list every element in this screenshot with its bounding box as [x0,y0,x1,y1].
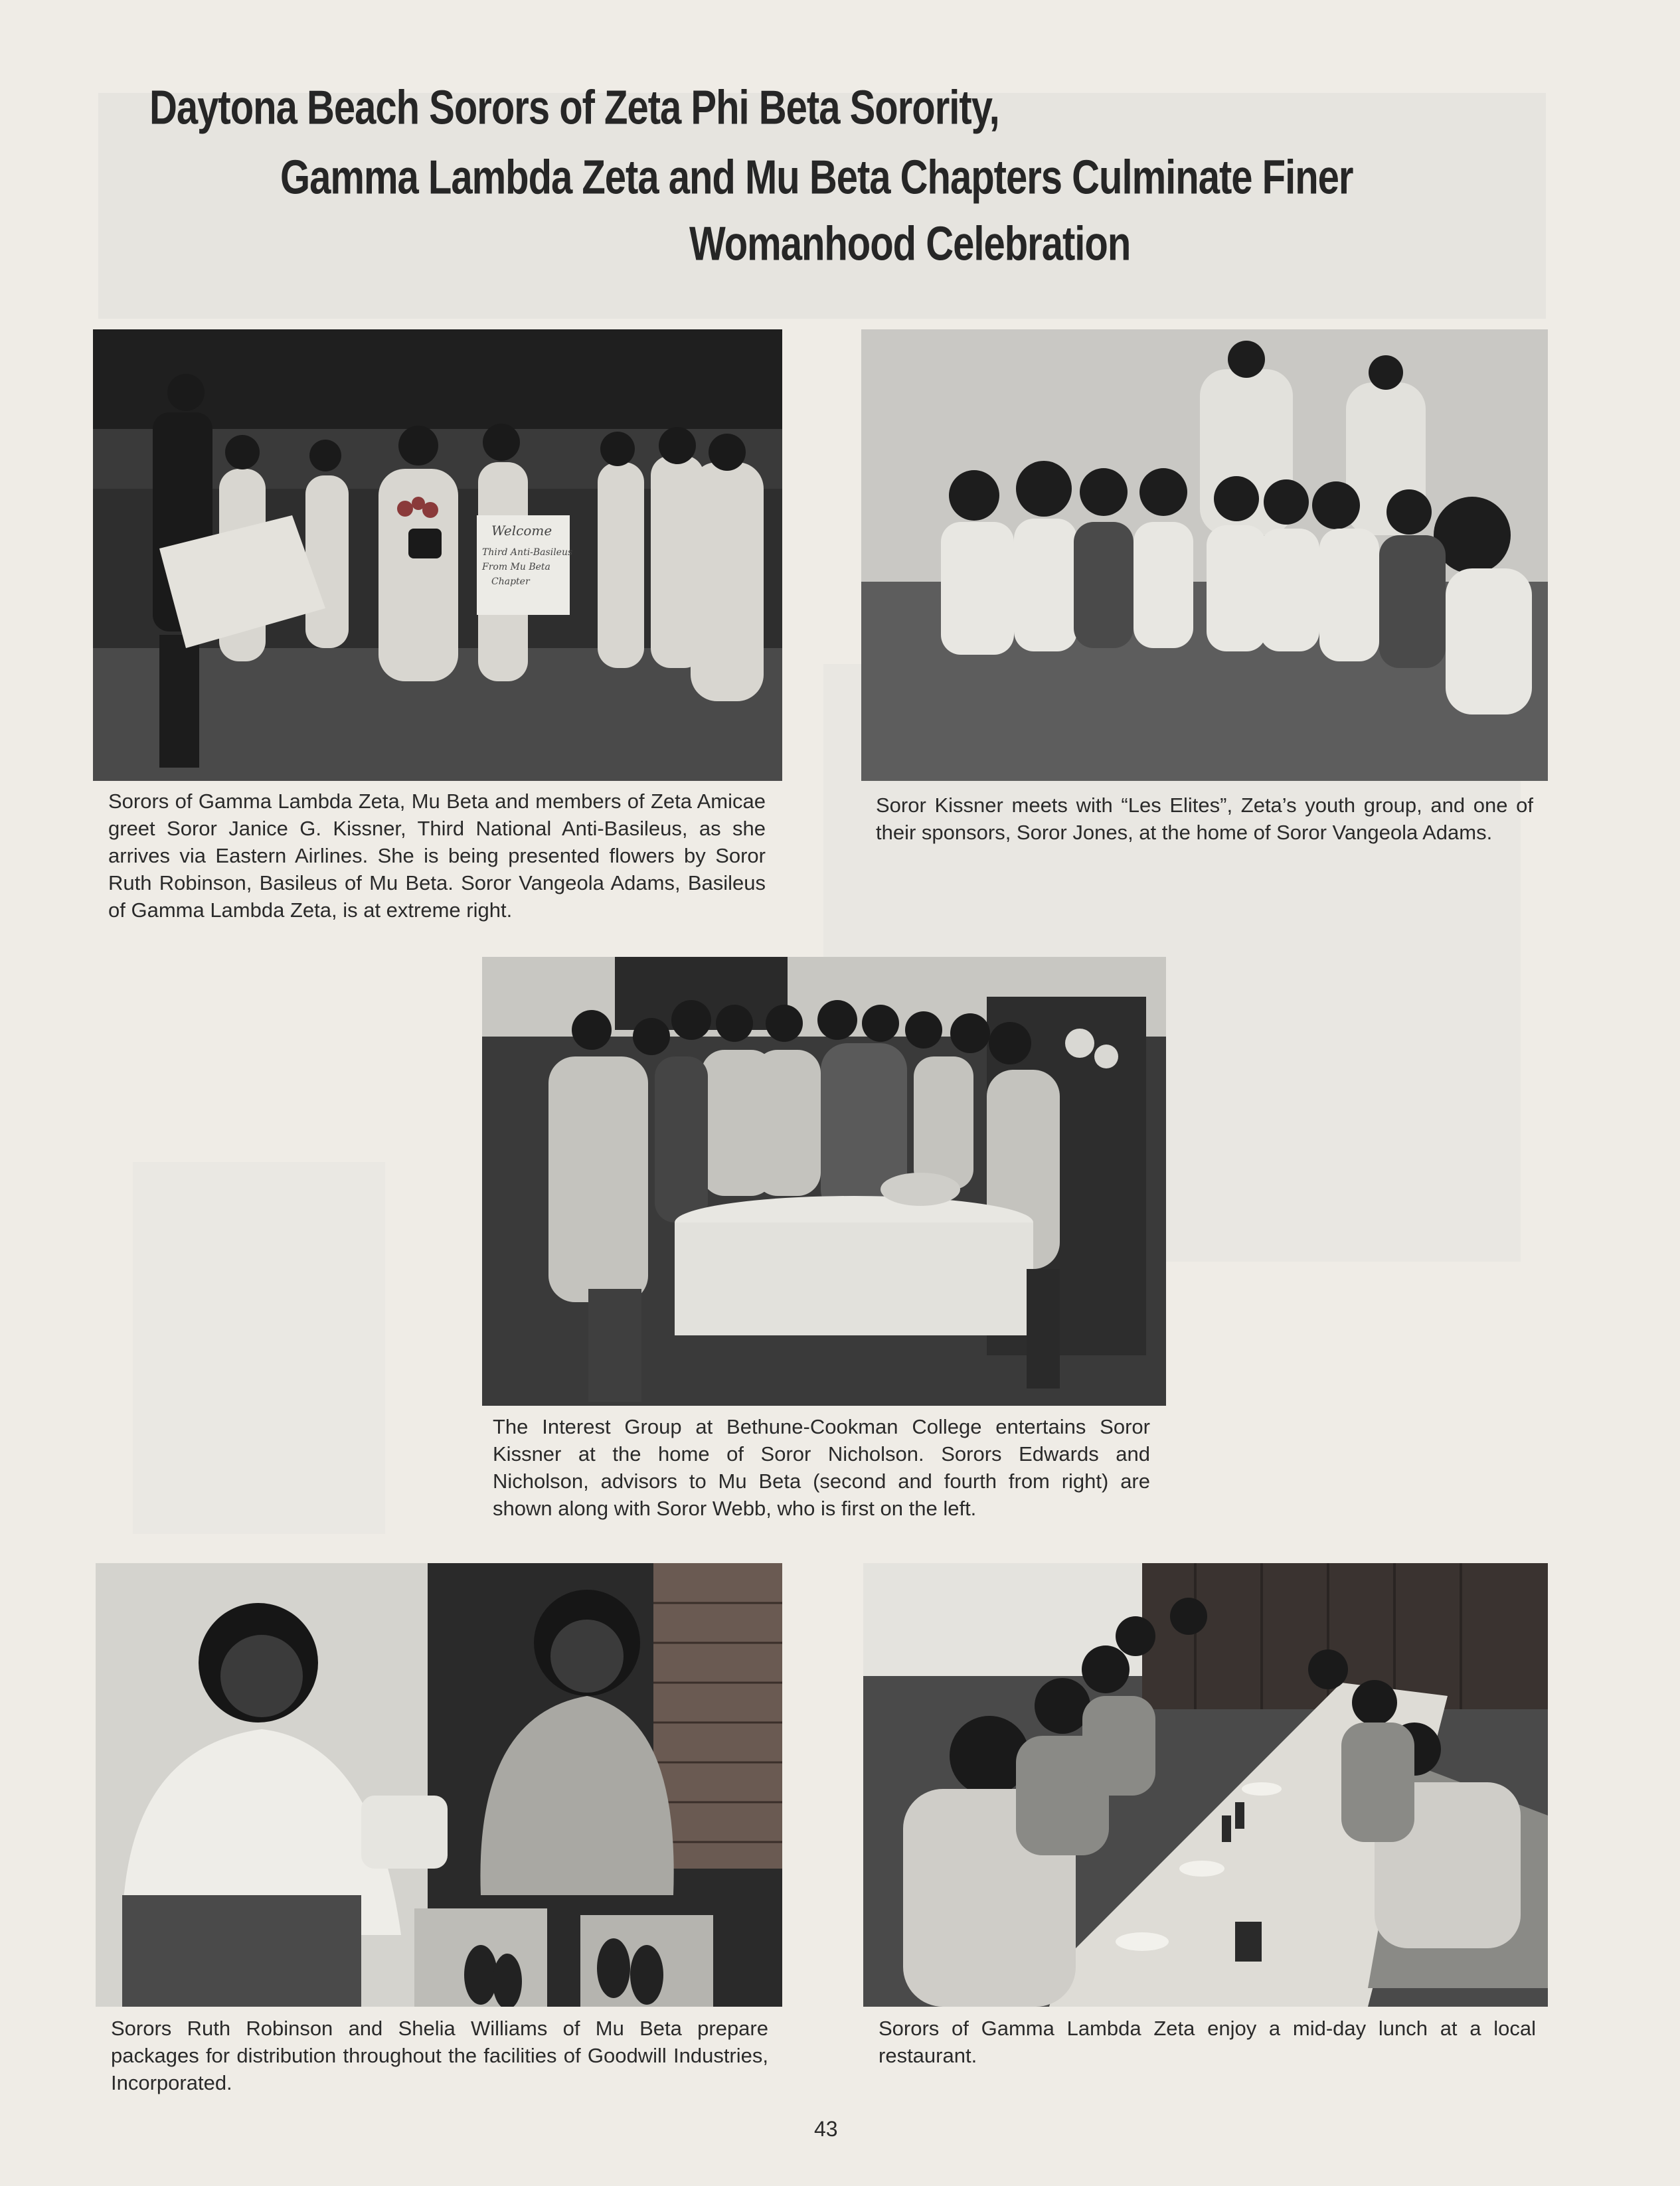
caption-interest-group: The Interest Group at Bethune-Cookman College entertains Soror Kissner at the home of Soror Nicholson. Sorors Edwards and Nicholson, advisors to Mu Beta (second and fourth from right) are shown along with Soror Webb, who is first on the left. [493,1415,1150,1520]
photo-les-elites [861,329,1548,781]
photo-airport-greeting [93,329,782,781]
page-title-line-2: Gamma Lambda Zeta and Mu Beta Chapters Culminate Finer [280,150,1353,205]
caption-restaurant-lunch: Sorors of Gamma Lambda Zeta enjoy a mid-day lunch at a local restaurant. [879,2017,1536,2067]
photo-goodwill-packages [96,1563,782,2007]
caption-les-elites: Soror Kissner meets with “Les Elites”, Zeta’s youth group, and one of their sponsors, Soror Jones, at the home of Soror Vangeola Adams. [876,794,1533,844]
photo-interest-group [482,957,1166,1406]
caption-airport-greeting: Sorors of Gamma Lambda Zeta, Mu Beta and members of Zeta Amicae greet Soror Janice G. Kissner, Third National Anti-Basileus, as she arrives via Eastern Airlines. She is being presented flowers by Soror Ruth Robinson, Basileus of Mu Beta. Soror Vangeola Adams, Basileus of Gamma Lambda Zeta, is at extreme right. [108,790,766,922]
page-number: 43 [814,2117,838,2141]
caption-goodwill-packages: Sorors Ruth Robinson and Shelia Williams of Mu Beta prepare packages for distribution throughout the facilities of Goodwill Industries, Incorporated. [111,2017,768,2094]
svg-text:Welcome: Welcome [491,523,552,539]
svg-text:Third Anti-Basileus: Third Anti-Basileus [482,547,573,558]
bleed-through-shade [133,1162,385,1534]
page-title-line-3: Womanhood Celebration [689,216,1131,271]
page-title-line-1: Daytona Beach Sorors of Zeta Phi Beta Sorority, [149,80,999,135]
svg-text:From Mu Beta: From Mu Beta [482,562,550,572]
svg-text:Chapter: Chapter [491,576,530,587]
photo-restaurant-lunch [863,1563,1548,2007]
